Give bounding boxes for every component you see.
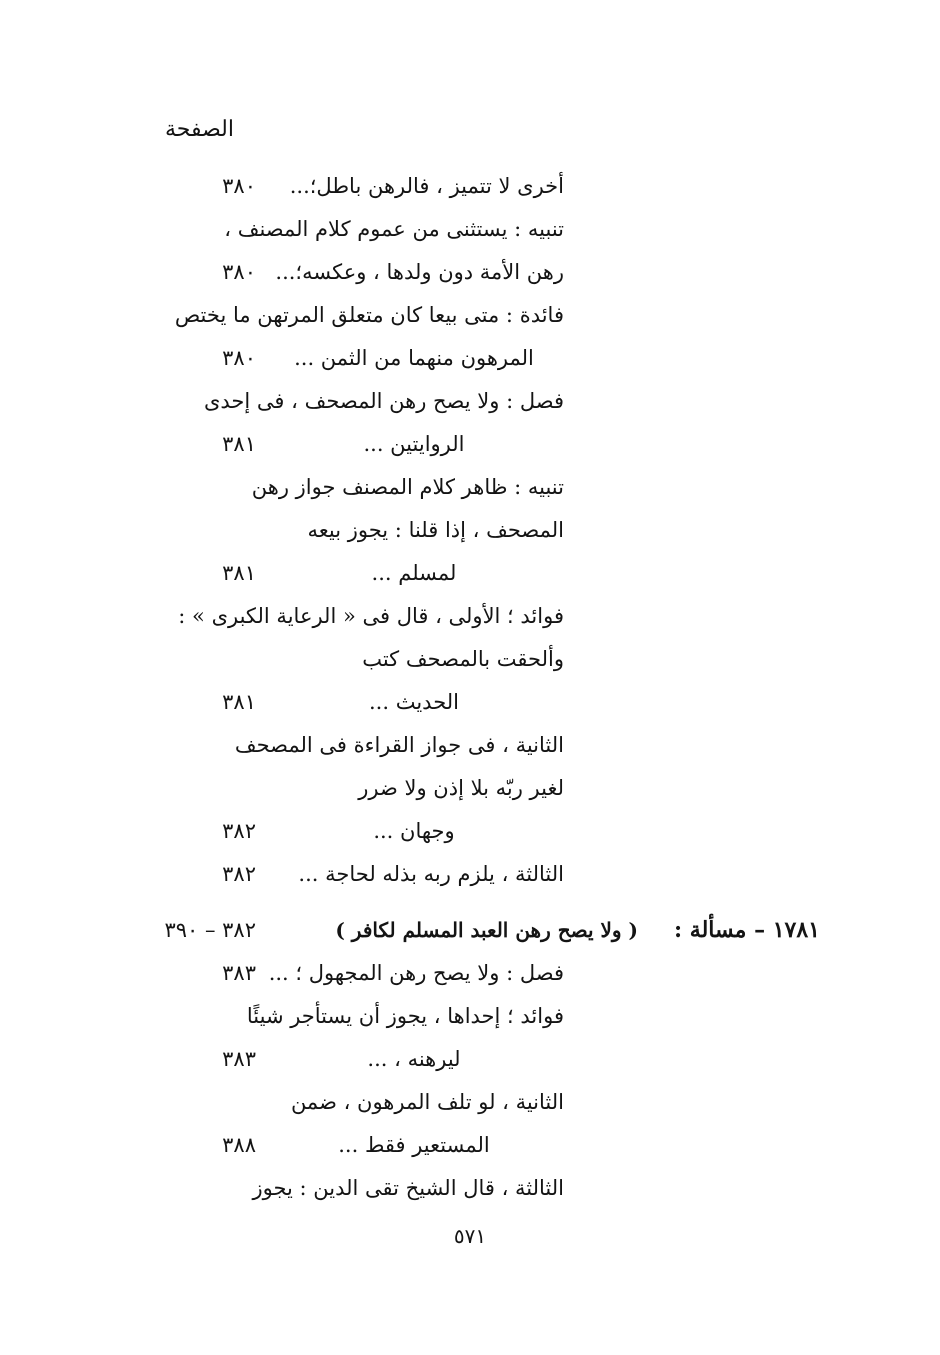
index-entry [0,996,940,1036]
entry-text: فوائد ؛ الأولى ، قال فى « الرعاية الكبرى » : [178,604,564,628]
index-entry [0,252,940,292]
entry-text: الثالثة ، قال الشيخ تقى الدين : يجوز [252,1176,564,1200]
entry-text: ليرهنه ، ... [367,1047,461,1071]
entry-text: فصل : ولا يصح رهن المجهول ؛ ... [268,961,564,985]
index-entry [0,209,940,249]
issue-number-label: ١٧٨١ – مسألة : [674,917,820,943]
index-entry [0,596,940,636]
page-column-label: الصفحة [164,117,234,142]
issue-page-range: ٣٨٢ – ٣٩٠ [164,918,256,942]
entry-page-number: ٣٨٣ [222,961,256,985]
entry-text: فائدة : متى بيعا كان متعلق المرتهن ما يختص [174,303,564,327]
index-entry [0,639,940,679]
entry-text: الروايتين ... [363,432,465,456]
entry-text: لمسلم ... [371,561,457,585]
entry-text: الثانية ، لو تلف المرهون ، ضمن [290,1090,564,1114]
entry-text: لغير ربّه بلا إذن ولا ضرر [358,776,564,800]
entry-page-number: ٣٨٠ [222,346,256,370]
entry-text: وجهان ... [373,819,455,843]
entry-page-number: ٣٨١ [222,690,256,714]
entry-text: المصحف ، إذا قلنا : يجوز بيعه [307,518,564,542]
index-entry [0,953,940,993]
entry-text: رهن الأمة دون ولدها ، وعكسه؛... [275,260,564,284]
index-entry [0,854,940,894]
index-entry [0,1039,940,1079]
page-number: ٥٧١ [453,1224,487,1248]
index-entry [0,725,940,765]
index-entry [0,768,940,808]
entry-text: الثالثة ، يلزم ربه بذله لحاجة ... [298,862,564,886]
entry-text: فوائد ؛ إحداها ، يجوز أن يستأجر شيئًا [246,1004,564,1028]
entry-page-number: ٣٨٠ [222,174,256,198]
entry-page-number: ٣٨١ [222,561,256,585]
index-entry [0,1168,940,1208]
index-entry [0,1082,940,1122]
index-entry [0,811,940,851]
entry-text: فصل : ولا يصح رهن المصحف ، فى إحدى [203,389,564,413]
entry-text: المستعير فقط ... [338,1133,490,1157]
index-entry [0,338,940,378]
entry-page-number: ٣٨٣ [222,1047,256,1071]
entry-page-number: ٣٨٠ [222,260,256,284]
entry-text: المرهون منهما من الثمن ... [294,346,534,370]
index-entry [0,381,940,421]
index-entry [0,166,940,206]
entry-page-number: ٣٨٢ [222,819,256,843]
entry-text: تنبيه : يستثنى من عموم كلام المصنف ، [224,217,564,241]
entry-text: الثانية ، فى جواز القراءة فى المصحف [234,733,564,757]
issue-title: ( ولا يصح رهن العبد المسلم لكافر ) [335,918,638,942]
index-entry [0,424,940,464]
index-entry [0,467,940,507]
index-entry [0,1125,940,1165]
index-entry [0,682,940,722]
entry-text: وألحقت بالمصحف كتب [362,647,564,671]
index-entry [0,510,940,550]
entry-text: تنبيه : ظاهر كلام المصنف جواز رهن [251,475,564,499]
issue-heading [0,910,940,950]
index-entry [0,295,940,335]
entry-text: أخرى لا تتميز ، فالرهن باطل؛... [289,174,564,198]
entry-page-number: ٣٨١ [222,432,256,456]
entry-page-number: ٣٨٨ [222,1133,256,1157]
index-entry [0,553,940,593]
entry-page-number: ٣٨٢ [222,862,256,886]
entry-text: الحديث ... [369,690,459,714]
